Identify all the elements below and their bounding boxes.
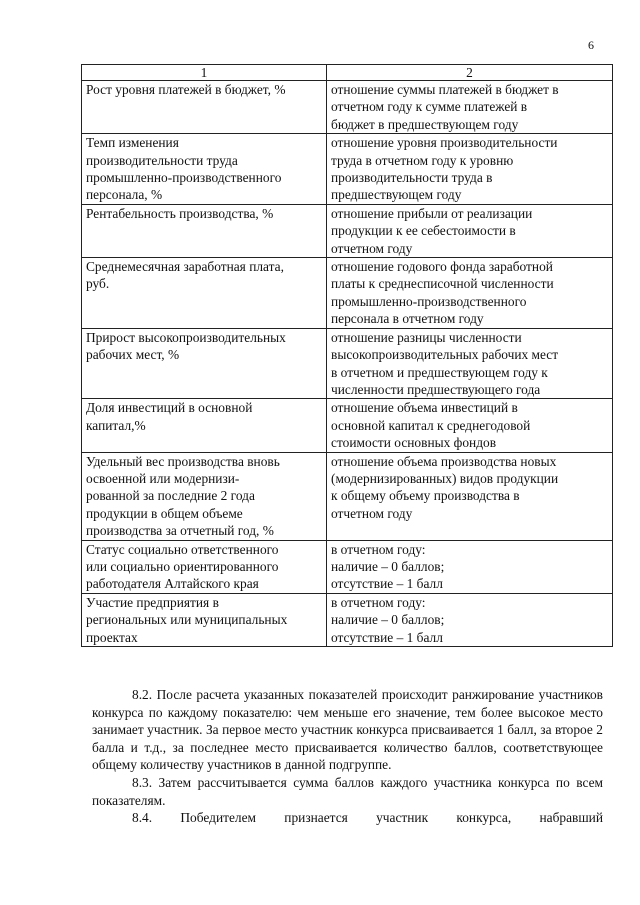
cell-line: рабочих мест, % [86, 347, 180, 363]
cell-line: отсутствие – 1 балл [331, 576, 443, 592]
cell-line: наличие – 0 баллов; [331, 558, 445, 574]
table-header-row [82, 65, 613, 81]
cell-line: промышленно-производственного [86, 170, 282, 186]
method-cell [327, 593, 613, 646]
table-row [82, 258, 613, 329]
indicator-cell [82, 593, 327, 646]
cell-line: персонала в отчетном году [331, 311, 484, 327]
method-cell [327, 204, 613, 257]
cell-line: стоимости основных фондов [331, 435, 497, 451]
table-row [82, 540, 613, 593]
cell-line: Участие предприятия в [86, 594, 219, 610]
method-cell [327, 399, 613, 452]
column-header-2: 2 [327, 65, 613, 81]
cell-line: освоенной или модернизи- [86, 470, 240, 486]
cell-line: численности предшествующего года [331, 381, 541, 397]
cell-line: Прирост высокопроизводительных [86, 329, 286, 345]
cell-line: отношение прибыли от реализации [331, 205, 533, 221]
cell-line: производительности труда [86, 152, 238, 168]
cell-line: бюджет в предшествующем году [331, 116, 519, 132]
table-row [82, 399, 613, 452]
cell-line: Среднемесячная заработная плата, [86, 259, 284, 275]
indicator-cell [82, 134, 327, 205]
cell-line: отношение объема инвестиций в [331, 400, 518, 416]
cell-line: в отчетном году: [331, 594, 426, 610]
cell-line: работодателя Алтайского края [86, 576, 259, 592]
cell-line: отношение уровня производительности [331, 135, 558, 151]
paragraph-8-2: 8.2. После расчета указанных показателей происходит ранжирование участников конкурса по каждому показателю: чем меньше его значение, тем более высокое место занимает участник. За первое место участник конкурса присваивается 1 балл, за второе 2 балла и т.д., за последнее место присваивается количество баллов, соответствующее общему количеству участников в данной подгруппе. [92, 687, 603, 773]
paragraph-8-3: 8.3. Затем рассчитывается сумма баллов каждого участника конкурса по всем показателям. [92, 774, 603, 808]
cell-line: отношение годового фонда заработной [331, 259, 553, 275]
indicator-cell [82, 258, 327, 329]
cell-line: отношение разницы численности [331, 329, 522, 345]
cell-line: (модернизированных) видов продукции [331, 470, 559, 486]
method-cell [327, 452, 613, 540]
cell-line: к общему объему производства в [331, 488, 520, 504]
cell-line: основной капитал к среднегодовой [331, 417, 531, 433]
cell-line: персонала, % [86, 187, 163, 203]
cell-line: высокопроизводительных рабочих мест [331, 347, 559, 363]
column-header-1: 1 [82, 65, 327, 81]
cell-line: или социально ориентированного [86, 558, 279, 574]
cell-line: капитал,% [86, 417, 146, 433]
table-row [82, 134, 613, 205]
indicator-cell [82, 204, 327, 257]
method-cell [327, 134, 613, 205]
table-row [82, 593, 613, 646]
cell-line: Темп изменения [86, 135, 179, 151]
cell-line: в отчетном году: [331, 541, 426, 557]
cell-line: отношение объема производства новых [331, 453, 557, 469]
cell-line: отсутствие – 1 балл [331, 629, 443, 645]
method-cell [327, 81, 613, 134]
cell-line: продукции к ее себестоимости в [331, 223, 516, 239]
cell-line: руб. [86, 276, 110, 292]
paragraph-8-4: 8.4. Победителем признается участник конкурса, набравший [132, 810, 603, 826]
table-row [82, 452, 613, 540]
cell-line: платы к среднесписочной численности [331, 276, 554, 292]
cell-line: в отчетном и предшествующем году к [331, 364, 548, 380]
method-cell [327, 540, 613, 593]
cell-line: Рост уровня платежей в бюджет, % [86, 82, 286, 97]
indicator-cell [82, 81, 327, 134]
cell-line: отчетном году к сумме платежей в [331, 99, 528, 115]
cell-line: производства за отчетный год, % [86, 523, 274, 539]
body-text [92, 686, 603, 827]
cell-line: Доля инвестиций в основной [86, 400, 253, 416]
cell-line: продукции в общем объеме [86, 505, 243, 521]
cell-line: отчетном году [331, 240, 413, 256]
cell-line: рованной за последние 2 года [86, 488, 255, 504]
table-row [82, 81, 613, 134]
criteria-table [81, 64, 613, 647]
cell-line: проектах [86, 629, 138, 645]
indicator-cell [82, 452, 327, 540]
cell-line: региональных или муниципальных [86, 612, 288, 628]
cell-line: Удельный вес производства вновь [86, 453, 280, 469]
cell-line: Рентабельность производства, % [86, 205, 274, 221]
cell-line: предшествующем году [331, 187, 462, 203]
cell-line: производительности труда в [331, 170, 493, 186]
indicator-cell [82, 328, 327, 399]
method-cell [327, 328, 613, 399]
cell-line: отчетном году [331, 505, 413, 521]
indicator-cell [82, 399, 327, 452]
cell-line: отношение суммы платежей в бюджет в [331, 82, 559, 97]
cell-line: Статус социально ответственного [86, 541, 279, 557]
cell-line: наличие – 0 баллов; [331, 612, 445, 628]
method-cell [327, 258, 613, 329]
indicator-cell [82, 540, 327, 593]
page-number: 6 [588, 38, 594, 52]
cell-line: труда в отчетном году к уровню [331, 152, 514, 168]
table-row [82, 328, 613, 399]
table-row [82, 204, 613, 257]
cell-line: промышленно-производственного [331, 293, 527, 309]
